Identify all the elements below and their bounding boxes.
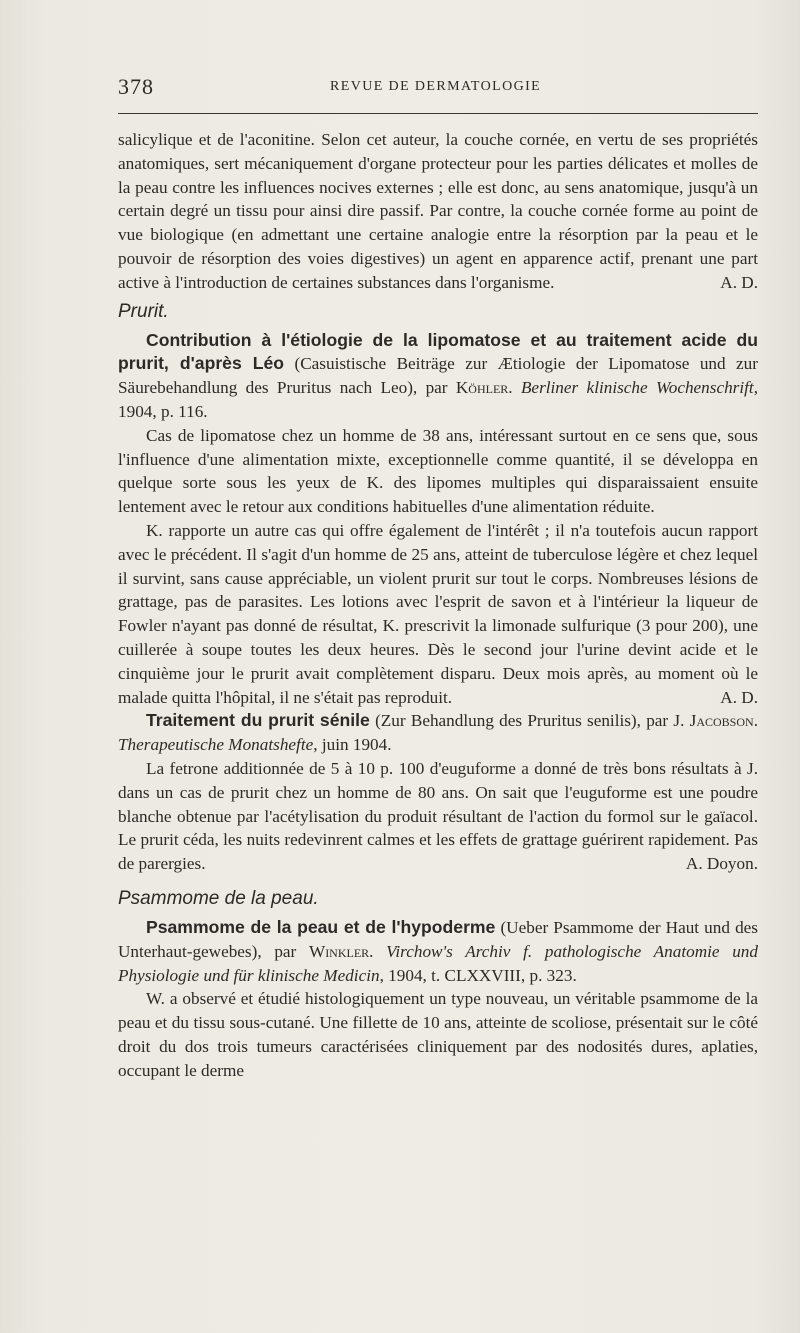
article-title: Contribution à l'étiologie de la lipomatose et au traitement acide du prurit, d'après Léo — [118, 329, 758, 374]
article-reference-end: , juin 1904. — [313, 735, 392, 755]
article-heading — [118, 916, 758, 987]
article-reference-end: , 1904, p. 116. — [118, 378, 758, 421]
signature: A. D. — [720, 687, 758, 707]
journal-name: Berliner klinische Wochenschrift — [520, 378, 754, 398]
page-header — [118, 74, 758, 104]
signature: A. D. — [720, 272, 758, 292]
journal-name: Virchow's Archiv f. pathologische Anatomie und Physiologie und für klinische Medicin — [118, 941, 758, 985]
article-reference-end: , 1904, t. CLXXVIII, p. 323. — [379, 965, 577, 985]
paragraph-text: La fetrone additionnée de 5 à 10 p. 100 d'euguforme a donné de très bons résultats à J. dans un cas de prurit chez un homme de 80 ans. On sait que l'euguforme est une poudre blanche obtenue par l'acétylisation du produit résultant de l'action du formol sur le gaïacol. Le prurit céda, les nuits redevinrent calmes et les effets de grattage guérirent rapidement. Pas de parergies. — [118, 758, 758, 874]
article-reference: (Casuistische Beiträge zur Ætiologie der Lipomatose und zur Säurebehandlung des Pruritus nach Leo), par — [118, 354, 758, 398]
paragraph — [118, 128, 758, 295]
paragraph: W. a observé et étudié histologiquement un type nouveau, un véritable psammome de la peau et du tissu sous-cutané. Une fillette de 10 ans, atteinte de scoliose, présentait sur le côté droit du dos trois tumeurs caractérisées cliniquement par des nodosités dures, aplaties, occupant le derme — [118, 989, 758, 1080]
section-heading-prurit: Prurit. — [118, 300, 169, 322]
paragraph-text: K. rapporte un autre cas qui offre également de l'intérêt ; il n'a toutefois aucun rapport avec le précédent. Il s'agit d'un homme de 25 ans, atteint de tuberculose légère et chez lequel il survint, sans cause appréciable, un violent prurit sur tout le corps. Nombreuses lésions de grattage, pas de parasites. Les lotions avec l'esprit de savon et à l'intérieur la liqueur de Fowler n'ayant pas donné de résultat, K. prescrivit la limonade sulfurique (3 pour 200), une cuillerée à soupe toutes les deux heures. Dès le second jour l'urine devint acide et le cinquième jour le prurit avait complètement disparu. Deux mois après, au moment où le malade quitta l'hôpital, il ne s'était pas reproduit. — [118, 520, 758, 707]
spacer — [118, 876, 758, 882]
article-heading — [118, 329, 758, 424]
header-rule — [118, 113, 758, 114]
running-head: REVUE DE DERMATOLOGIE — [330, 79, 542, 94]
body-text — [118, 128, 758, 1082]
page-number: 378 — [118, 74, 154, 99]
article-heading — [118, 709, 758, 757]
article-title: Traitement du prurit sénile — [146, 710, 370, 731]
article-reference: (Ueber Psammome der Haut und des Unterhaut-gewebes), par — [118, 917, 758, 961]
section-heading-psammome: Psammome de la peau. — [118, 887, 319, 909]
journal-name: Therapeutische Monatshefte — [118, 735, 314, 755]
paragraph — [118, 757, 758, 876]
paragraph — [118, 519, 758, 709]
article-author: Winkler. — [308, 941, 374, 961]
paragraph: Cas de lipomatose chez un homme de 38 ans, intéressant surtout en ce sens que, sous l'influence d'une alimentation mixte, exceptionnelle comme quantité, il se développa en quelque sorte sous les yeux de K. des lipomes multiples qui disparaissaient ensuite lentement avec le retour aux conditions habituelles d'une alimentation réduite. — [118, 425, 758, 517]
signature: A. Doyon. — [685, 854, 758, 874]
article-title: Psammome de la peau et de l'hypoderme — [146, 916, 496, 937]
article-author: Köhler. — [455, 378, 513, 398]
paragraph-text: salicylique et de l'aconitine. Selon cet auteur, la couche cornée, en vertu de ses propriétés anatomiques, sert mécaniquement d'organe protecteur pour les parties délicates et molles de la peau contre les influences nocives externes ; elle est donc, au sens anatomique, jusqu'à un certain degré un tissu pour ainsi dire passif. Par contre, la couche cornée forme au point de vue biologique (en admettant une certaine analogie entre la résorption par la peau et le pouvoir de résorption des voies digestives) un agent en apparence actif, prenant une part active à l'introduction de certaines substances dans l'organisme. — [118, 130, 758, 292]
article-reference: (Zur Behandlung des Pruritus senilis), par J. — [369, 711, 690, 731]
article-author: Jacobson. — [689, 711, 758, 731]
